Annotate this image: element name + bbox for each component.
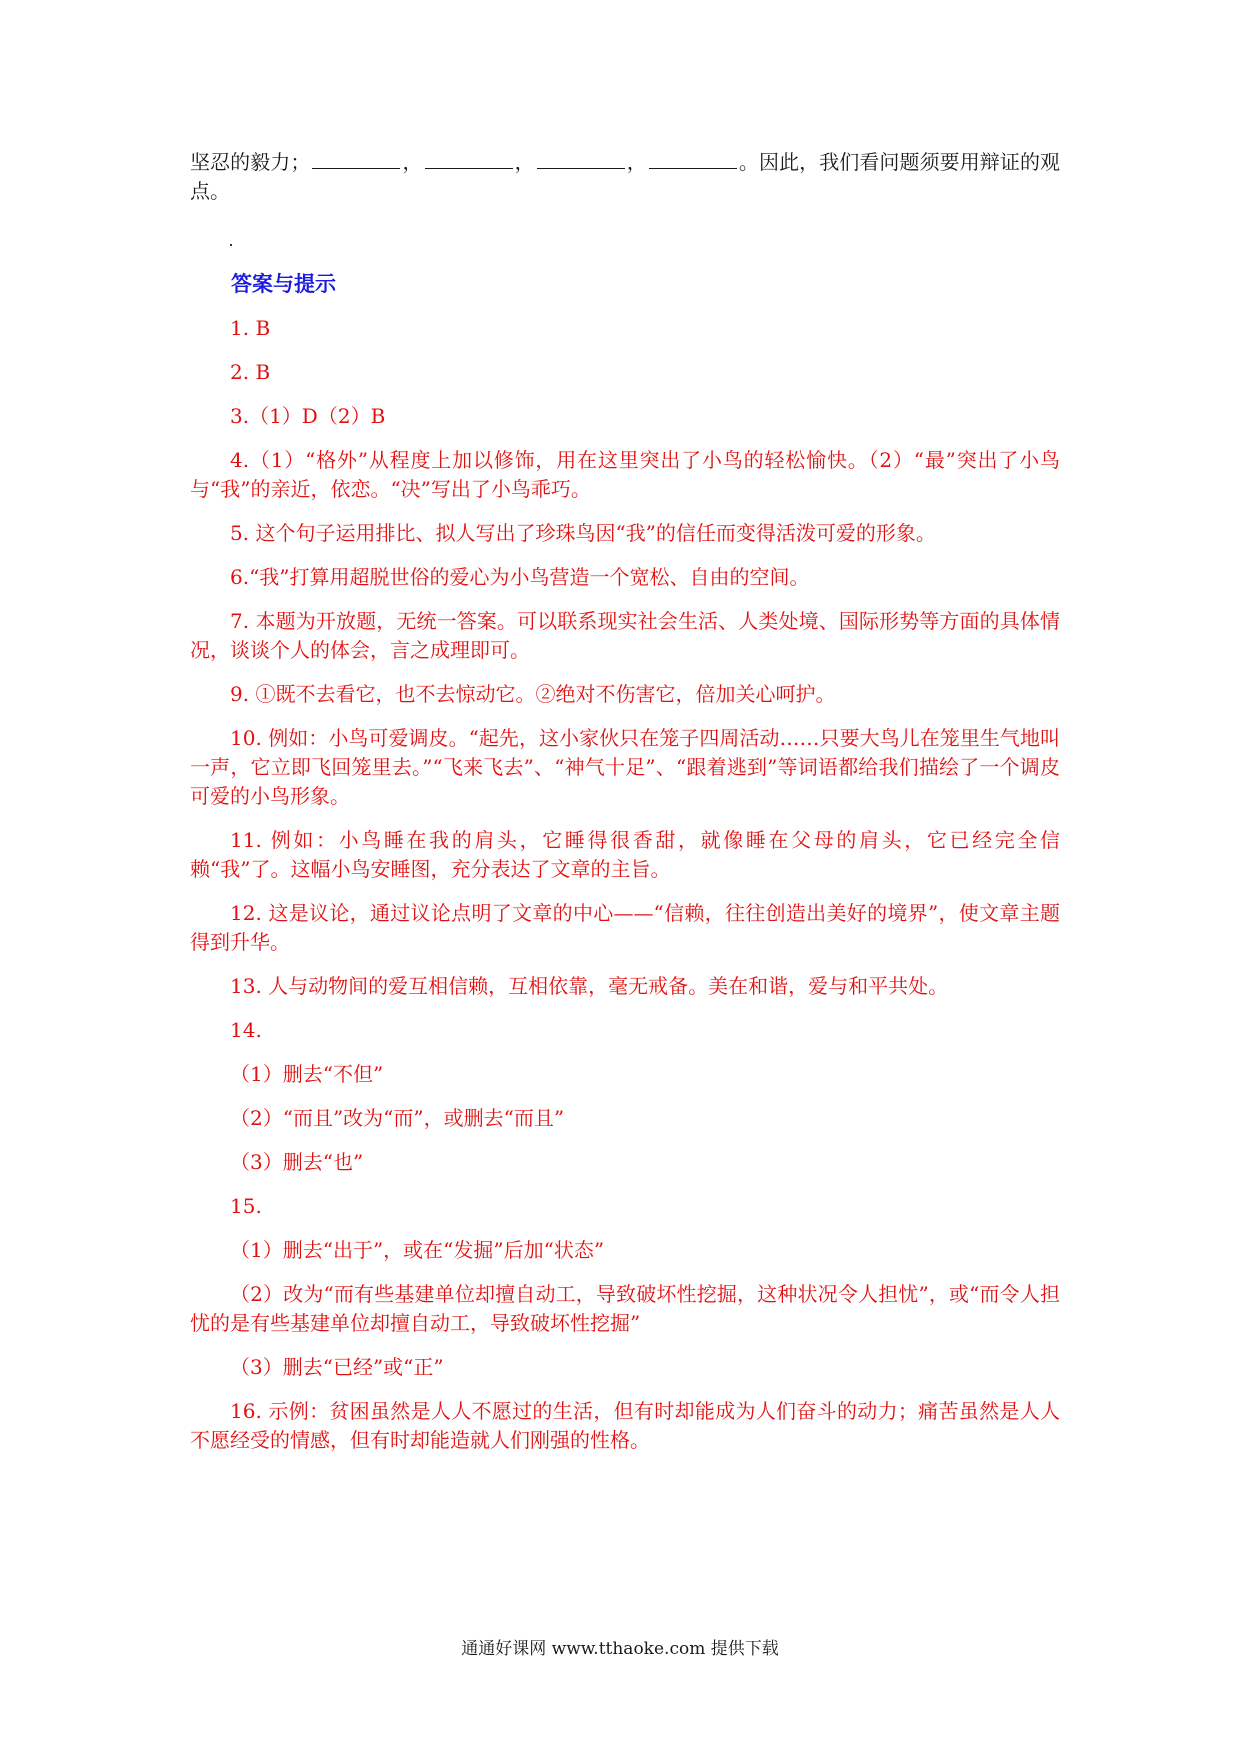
answer-7: 7. 本题为开放题，无统一答案。可以联系现实社会生活、人类处境、国际形势等方面的具体情况，谈谈个人的体会，言之成理即可。	[190, 609, 1060, 662]
answer-2: 2. B	[230, 360, 271, 384]
intro-paragraph	[190, 148, 1060, 206]
blank-4	[649, 148, 737, 169]
intro-text-before: 坚忍的毅力；	[190, 150, 311, 174]
answer-14-1: （1）删去“不但”	[230, 1062, 384, 1086]
answer-14-3: （3）删去“也”	[230, 1150, 364, 1174]
answer-13: 13. 人与动物间的爱互相信赖，互相依靠，毫无戒备。美在和谐，爱与和平共处。	[230, 974, 949, 998]
blank-2	[425, 148, 513, 169]
answer-16: 16. 示例：贫困虽然是人人不愿过的生活，但有时却能成为人们奋斗的动力；痛苦虽然是人人不愿经受的情感，但有时却能造就人们刚强的性格。	[190, 1399, 1060, 1452]
intro-text-after: 。因此，我们看问题须要用辩证的观点。	[190, 150, 1061, 203]
answer-15: 15.	[230, 1194, 262, 1218]
blank-3	[537, 148, 625, 169]
intro-block	[190, 148, 1060, 206]
answers-list	[190, 314, 1060, 1470]
answer-6: 6.“我”打算用超脱世俗的爱心为小鸟营造一个宽松、自由的空间。	[230, 565, 810, 589]
separator-2: ，	[514, 150, 535, 174]
page-footer: 通通好课网 www.tthaoke.com 提供下载	[461, 1639, 779, 1659]
answer-14-2: （2）“而且”改为“而”，或删去“而且”	[230, 1106, 565, 1130]
answer-14: 14.	[230, 1018, 262, 1042]
answer-5: 5. 这个句子运用排比、拟人写出了珍珠鸟因“我”的信任而变得活泼可爱的形象。	[230, 521, 936, 545]
answer-11: 11. 例如：小鸟睡在我的肩头，它睡得很香甜，就像睡在父母的肩头，它已经完全信赖“我”了。这幅小鸟安睡图，充分表达了文章的主旨。	[190, 828, 1060, 881]
answer-1: 1. B	[230, 316, 271, 340]
answers-heading: 答案与提示	[231, 271, 336, 296]
answer-12: 12. 这是议论，通过议论点明了文章的中心——“信赖，往往创造出美好的境界”，使文章主题得到升华。	[190, 901, 1060, 954]
answer-3: 3.（1）D（2）B	[230, 404, 386, 428]
separator-3: ，	[626, 150, 647, 174]
answer-4: 4.（1）“格外”从程度上加以修饰，用在这里突出了小鸟的轻松愉快。（2）“最”突出了小鸟与“我”的亲近，依恋。“决”写出了小鸟乖巧。	[190, 448, 1060, 501]
stray-dot	[230, 244, 232, 246]
separator-1: ，	[402, 150, 423, 174]
answer-15-3: （3）删去“已经”或“正”	[230, 1355, 444, 1379]
answer-9: 9. ①既不去看它，也不去惊动它。②绝对不伤害它，倍加关心呵护。	[230, 682, 836, 706]
answer-15-1: （1）删去“出于”，或在“发掘”后加“状态”	[230, 1238, 605, 1262]
answer-15-2: （2）改为“而有些基建单位却擅自动工，导致破坏性挖掘，这种状况令人担忧”，或“而令人担忧的是有些基建单位却擅自动工，导致破坏性挖掘”	[190, 1282, 1060, 1335]
blank-1	[312, 148, 400, 169]
answer-10: 10. 例如：小鸟可爱调皮。“起先，这小家伙只在笼子四周活动……只要大鸟儿在笼里生气地叫一声，它立即飞回笼里去。”“飞来飞去”、“神气十足”、“跟着逃到”等词语都给我们描绘了一个调皮可爱的小鸟形象。	[190, 726, 1060, 808]
